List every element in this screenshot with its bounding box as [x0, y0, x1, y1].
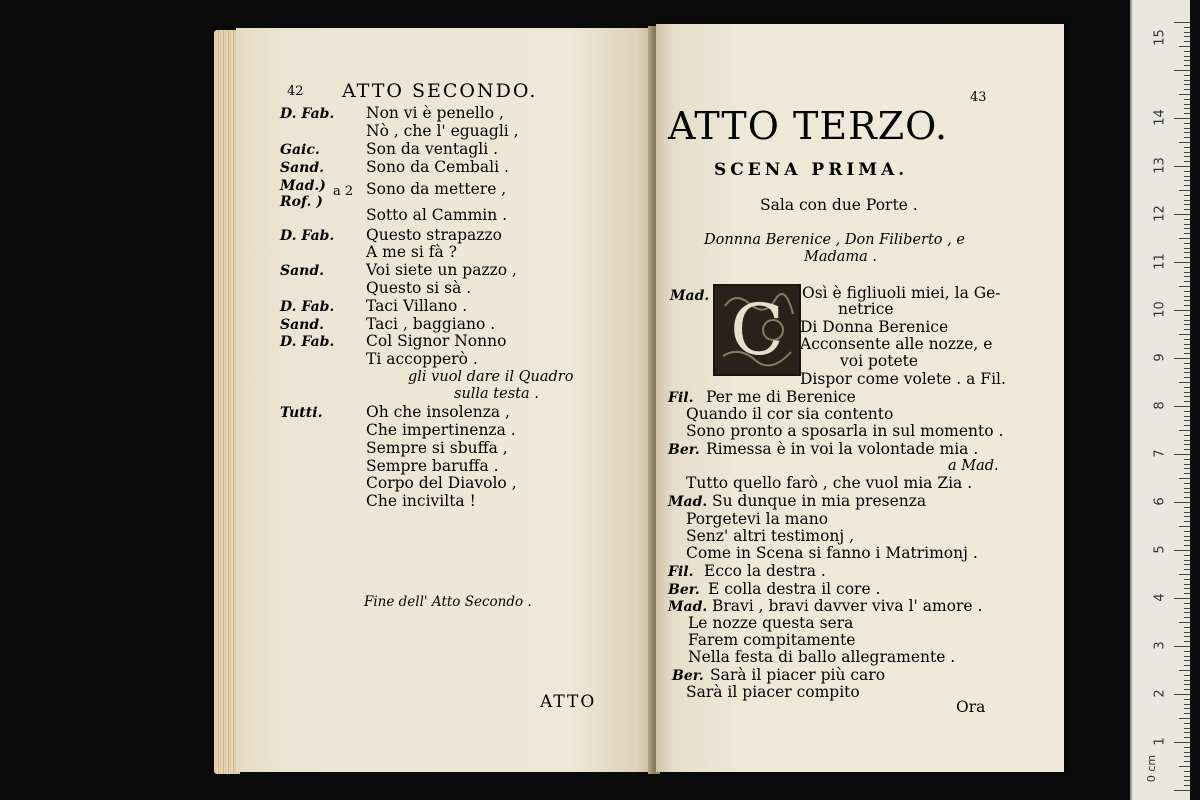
ruler-tick — [1184, 444, 1190, 445]
verse-line: Sono da Cembali . — [366, 158, 509, 176]
ruler-tick — [1184, 425, 1190, 426]
ruler-tick — [1184, 632, 1190, 633]
verse-line: Le nozze questa sera — [688, 614, 854, 632]
ruler-tick — [1174, 598, 1190, 599]
ruler-tick — [1184, 392, 1190, 393]
ruler-tick — [1174, 70, 1190, 71]
ruler-tick — [1184, 305, 1190, 306]
verse-line: Che incivilta ! — [366, 492, 476, 510]
ruler-tick — [1184, 656, 1190, 657]
ruler-tick — [1174, 406, 1190, 407]
ruler-tick — [1184, 612, 1190, 613]
end-of-act-note: Fine dell' Atto Secondo . — [364, 594, 532, 610]
ruler-tick — [1184, 732, 1190, 733]
ruler-tick — [1184, 41, 1190, 42]
speaker: Mad.) — [280, 178, 326, 194]
verse-line: Acconsente alle nozze, e — [800, 335, 993, 353]
speaker: D. Fab. — [280, 334, 335, 350]
ruler-tick — [1184, 344, 1190, 345]
ruler-tick — [1184, 540, 1190, 541]
ruler-number: 1 — [1152, 737, 1168, 746]
verse-line: E colla destra il core . — [708, 580, 881, 598]
verse-line: Non vi è penello , — [366, 104, 504, 122]
ruler-tick — [1184, 449, 1190, 450]
verse-line: Sarà il piacer più caro — [710, 666, 886, 684]
ruler-tick — [1184, 723, 1190, 724]
verse-line: Sono da mettere , — [366, 180, 507, 198]
ruler-tick — [1184, 488, 1190, 489]
ruler-tick — [1184, 339, 1190, 340]
ruler-tick — [1184, 320, 1190, 321]
ruler-tick — [1184, 636, 1190, 637]
ruler-tick — [1184, 36, 1190, 37]
ruler-tick — [1184, 459, 1190, 460]
ruler-tick — [1184, 84, 1190, 85]
ruler-tick — [1184, 60, 1190, 61]
decorated-initial — [713, 284, 801, 376]
ruler-tick — [1184, 353, 1190, 354]
ruler-tick — [1184, 32, 1190, 33]
speaker: Tutti. — [280, 405, 323, 421]
ruler-tick — [1184, 200, 1190, 201]
ruler-tick — [1179, 622, 1190, 623]
ruler-tick — [1179, 766, 1190, 767]
ruler-tick — [1184, 473, 1190, 474]
verse-line: Sempre si sbuffa , — [366, 439, 508, 457]
ruler-tick — [1184, 128, 1190, 129]
verse-line: Quando il cor sia contento — [686, 405, 894, 423]
ruler-tick — [1184, 372, 1190, 373]
verse-line: Rimessa è in voi la volontade mia . — [706, 440, 979, 458]
ruler-tick — [1174, 214, 1190, 215]
ruler-tick — [1184, 660, 1190, 661]
ruler-tick — [1184, 209, 1190, 210]
ruler-tick — [1184, 156, 1190, 157]
ruler-tick — [1184, 248, 1190, 249]
ruler-number: 11 — [1152, 253, 1168, 270]
speaker: Sand. — [280, 160, 325, 176]
a2-label: a 2 — [333, 184, 354, 199]
ruler-tick — [1184, 27, 1190, 28]
ruler-tick — [1184, 137, 1190, 138]
ruler-tick — [1184, 584, 1190, 585]
ruler-tick — [1174, 502, 1190, 503]
ruler-tick — [1184, 713, 1190, 714]
ruler-tick — [1179, 142, 1190, 143]
scene-heading: SCENA PRIMA. — [714, 160, 909, 180]
ruler-tick — [1184, 233, 1190, 234]
ruler-tick — [1184, 545, 1190, 546]
dropcap-letter: C — [730, 289, 784, 371]
left-page-number: 42 — [287, 84, 304, 99]
ruler-tick — [1184, 300, 1190, 301]
ruler-tick — [1184, 752, 1190, 753]
verse-line: Son da ventagli . — [366, 140, 499, 158]
right-page-number: 43 — [970, 90, 987, 105]
verse-line: Taci , baggiano . — [366, 315, 496, 333]
ruler-tick — [1184, 560, 1190, 561]
ruler-tick — [1184, 363, 1190, 364]
ruler-number: 15 — [1152, 29, 1168, 46]
speaker: Mad. — [668, 494, 708, 510]
ruler-tick — [1184, 171, 1190, 172]
ruler-tick — [1179, 670, 1190, 671]
ruler-tick — [1184, 113, 1190, 114]
ruler-tick — [1184, 180, 1190, 181]
ruler-tick — [1184, 492, 1190, 493]
verse-line: Oh che insolenza , — [366, 403, 510, 421]
speaker: Mad. — [668, 599, 708, 615]
speaker: Sand. — [280, 263, 325, 279]
ruler-tick — [1184, 483, 1190, 484]
ruler-tick — [1184, 689, 1190, 690]
ruler-tick — [1184, 80, 1190, 81]
ruler-tick — [1184, 401, 1190, 402]
measurement-ruler — [1130, 0, 1190, 800]
verse-line: Su dunque in mia presenza — [712, 492, 927, 510]
ruler-tick — [1174, 454, 1190, 455]
verse-line: Sempre baruffa . — [366, 457, 499, 475]
ruler-tick — [1174, 550, 1190, 551]
ruler-tick — [1179, 190, 1190, 191]
ruler-tick — [1184, 588, 1190, 589]
ruler-tick — [1184, 56, 1190, 57]
ruler-tick — [1184, 387, 1190, 388]
ruler-tick — [1184, 89, 1190, 90]
ruler-number: 6 — [1152, 497, 1168, 506]
speaker: Ber. — [668, 442, 700, 458]
verse-line: Nella festa di ballo allegramente . — [688, 648, 956, 666]
ruler-tick — [1174, 310, 1190, 311]
ruler-tick — [1184, 780, 1190, 781]
ruler-number: 14 — [1152, 109, 1168, 126]
speaker: D. Fab. — [280, 228, 335, 244]
ruler-tick — [1184, 651, 1190, 652]
ruler-tick — [1174, 646, 1190, 647]
verse-line: Ti accopperò . — [366, 350, 478, 368]
ruler-tick — [1174, 694, 1190, 695]
ruler-tick — [1184, 252, 1190, 253]
ruler-tick — [1174, 742, 1190, 743]
ruler-number: 7 — [1152, 449, 1168, 458]
stage-direction: a Mad. — [948, 458, 999, 474]
ruler-tick — [1174, 118, 1190, 119]
verse-line: Voi siete un pazzo , — [366, 261, 517, 279]
ruler-tick — [1184, 531, 1190, 532]
ruler-tick — [1184, 776, 1190, 777]
ruler-tick — [1179, 430, 1190, 431]
speaker: Fil. — [668, 564, 694, 580]
ruler-tick — [1184, 699, 1190, 700]
ruler-tick — [1184, 555, 1190, 556]
ruler-tick — [1184, 680, 1190, 681]
ruler-tick — [1184, 104, 1190, 105]
scene-setting: Sala con due Porte . — [760, 196, 918, 214]
ruler-number: 13 — [1152, 157, 1168, 174]
ruler-tick — [1184, 771, 1190, 772]
ruler-tick — [1184, 51, 1190, 52]
ruler-tick — [1179, 94, 1190, 95]
ruler-tick — [1174, 790, 1190, 791]
ruler-tick — [1179, 238, 1190, 239]
verse-line: Farem compitamente — [688, 631, 856, 649]
ruler-tick — [1184, 147, 1190, 148]
verse-line: Osì è figliuoli miei, la Ge- — [802, 284, 1001, 302]
ruler-tick — [1184, 728, 1190, 729]
ruler-tick — [1184, 641, 1190, 642]
right-catchword: Ora — [956, 698, 986, 716]
ruler-tick — [1184, 267, 1190, 268]
ruler-tick — [1184, 665, 1190, 666]
ruler-tick — [1174, 166, 1190, 167]
ruler-number: 12 — [1152, 205, 1168, 222]
verse-line: Come in Scena si fanno i Matrimonj . — [686, 544, 978, 562]
ruler-tick — [1184, 593, 1190, 594]
ruler-tick — [1184, 281, 1190, 282]
ruler-tick — [1184, 617, 1190, 618]
ruler-number: 2 — [1152, 689, 1168, 698]
ruler-tick — [1184, 195, 1190, 196]
verse-line: Tutto quello farò , che vuol mia Zia . — [686, 474, 973, 492]
ruler-tick — [1184, 708, 1190, 709]
verse-line: Senz' altri testimonj , — [686, 527, 855, 545]
ruler-tick — [1184, 204, 1190, 205]
verse-line: Corpo del Diavolo , — [366, 474, 517, 492]
left-running-head: ATTO SECONDO. — [342, 80, 538, 102]
ruler-tick — [1184, 99, 1190, 100]
ruler-tick — [1184, 185, 1190, 186]
ruler-tick — [1184, 564, 1190, 565]
ruler-tick — [1184, 521, 1190, 522]
speaker: D. Fab. — [280, 106, 335, 122]
ruler-tick — [1184, 704, 1190, 705]
ruler-tick — [1184, 396, 1190, 397]
ruler-number: 8 — [1152, 401, 1168, 410]
ruler-tick — [1179, 478, 1190, 479]
ruler-tick — [1184, 785, 1190, 786]
verse-line: Questo si sà . — [366, 279, 472, 297]
ruler-tick — [1184, 296, 1190, 297]
verse-line: Sono pronto a sposarla in sul momento . — [686, 422, 1004, 440]
ruler-tick — [1184, 377, 1190, 378]
ruler-tick — [1184, 420, 1190, 421]
ruler-tick — [1179, 718, 1190, 719]
ruler-tick — [1184, 257, 1190, 258]
ruler-tick — [1184, 737, 1190, 738]
ruler-tick — [1184, 675, 1190, 676]
ruler-tick — [1184, 507, 1190, 508]
act-title: ATTO TERZO. — [668, 104, 949, 148]
ruler-tick — [1179, 382, 1190, 383]
ruler-tick — [1184, 75, 1190, 76]
ruler-tick — [1184, 536, 1190, 537]
speaker: Fil. — [668, 390, 694, 406]
verse-line: Di Donna Berenice — [800, 318, 949, 336]
ruler-tick — [1184, 324, 1190, 325]
verse-line: Dispor come volete . a Fil. — [800, 370, 1006, 388]
ruler-tick — [1184, 228, 1190, 229]
verse-line: Sotto al Cammin . — [366, 206, 508, 224]
ruler-tick — [1184, 756, 1190, 757]
verse-line: Sarà il piacer compito — [686, 683, 860, 701]
verse-line: voi potete — [840, 352, 919, 370]
ruler-tick — [1174, 262, 1190, 263]
ruler-tick — [1184, 132, 1190, 133]
characters-list: Donnna Berenice , Don Filiberto , e — [704, 232, 965, 248]
ruler-tick — [1184, 684, 1190, 685]
verse-line: Per me di Berenice — [706, 388, 856, 406]
ruler-tick — [1179, 334, 1190, 335]
ruler-tick — [1184, 291, 1190, 292]
ruler-tick — [1184, 761, 1190, 762]
stage-direction: sulla testa . — [454, 386, 539, 402]
ruler-tick — [1174, 358, 1190, 359]
ruler-tick — [1184, 368, 1190, 369]
ruler-tick — [1184, 272, 1190, 273]
verse-line: netrice — [838, 300, 894, 318]
speaker: Gaic. — [280, 142, 320, 158]
ruler-tick — [1184, 152, 1190, 153]
ruler-tick — [1184, 747, 1190, 748]
ruler-tick — [1184, 497, 1190, 498]
ruler-tick — [1179, 526, 1190, 527]
verse-line: Porgetevi la mano — [686, 510, 829, 528]
speaker: Ber. — [672, 668, 704, 684]
characters-list: Madama . — [804, 249, 878, 265]
ruler-tick — [1174, 22, 1190, 23]
ruler-tick — [1184, 315, 1190, 316]
ruler-tick — [1184, 435, 1190, 436]
ruler-tick — [1184, 569, 1190, 570]
ruler-tick — [1184, 123, 1190, 124]
ruler-number: 3 — [1152, 641, 1168, 650]
ruler-number: 10 — [1152, 301, 1168, 318]
ruler-tick — [1184, 108, 1190, 109]
ruler-tick — [1184, 603, 1190, 604]
verse-line: Ecco la destra . — [704, 562, 826, 580]
ruler-tick — [1184, 411, 1190, 412]
ruler-tick — [1184, 627, 1190, 628]
ruler-tick — [1179, 286, 1190, 287]
ruler-tick — [1184, 224, 1190, 225]
ruler-tick — [1184, 219, 1190, 220]
ruler-number: 5 — [1152, 545, 1168, 554]
verse-line: Bravi , bravi davver viva l' amore . — [712, 597, 983, 615]
ruler-tick — [1184, 348, 1190, 349]
ruler-tick — [1184, 512, 1190, 513]
ruler-tick — [1184, 161, 1190, 162]
ruler-number: 4 — [1152, 593, 1168, 602]
verse-line: Col Signor Nonno — [366, 332, 507, 350]
ruler-tick — [1184, 440, 1190, 441]
verse-line: Nò , che l' eguagli , — [366, 122, 519, 140]
ruler-tick — [1184, 65, 1190, 66]
ruler-tick — [1184, 176, 1190, 177]
left-catchword: ATTO — [540, 692, 597, 712]
speaker: Mad. — [670, 288, 710, 304]
verse-line: Che impertinenza . — [366, 421, 516, 439]
speaker: Ber. — [668, 582, 700, 598]
ruler-unit-label: 0 cm — [1145, 754, 1159, 783]
ruler-tick — [1184, 468, 1190, 469]
speaker: D. Fab. — [280, 299, 335, 315]
verse-line: Taci Villano . — [366, 297, 468, 315]
ruler-tick — [1184, 608, 1190, 609]
ruler-tick — [1184, 579, 1190, 580]
stage-direction: gli vuol dare il Quadro — [408, 369, 574, 385]
speaker: Sand. — [280, 317, 325, 333]
ruler-number: 9 — [1152, 353, 1168, 362]
ruler-tick — [1184, 276, 1190, 277]
ruler-tick — [1184, 464, 1190, 465]
ruler-tick — [1184, 416, 1190, 417]
ruler-tick — [1184, 516, 1190, 517]
ruler-tick — [1179, 574, 1190, 575]
verse-line: A me si fà ? — [366, 243, 457, 261]
verse-line: Questo strapazzo — [366, 226, 502, 244]
ruler-tick — [1184, 243, 1190, 244]
ruler-tick — [1184, 329, 1190, 330]
ruler-tick — [1179, 46, 1190, 47]
speaker: Rof. ) — [280, 194, 323, 210]
